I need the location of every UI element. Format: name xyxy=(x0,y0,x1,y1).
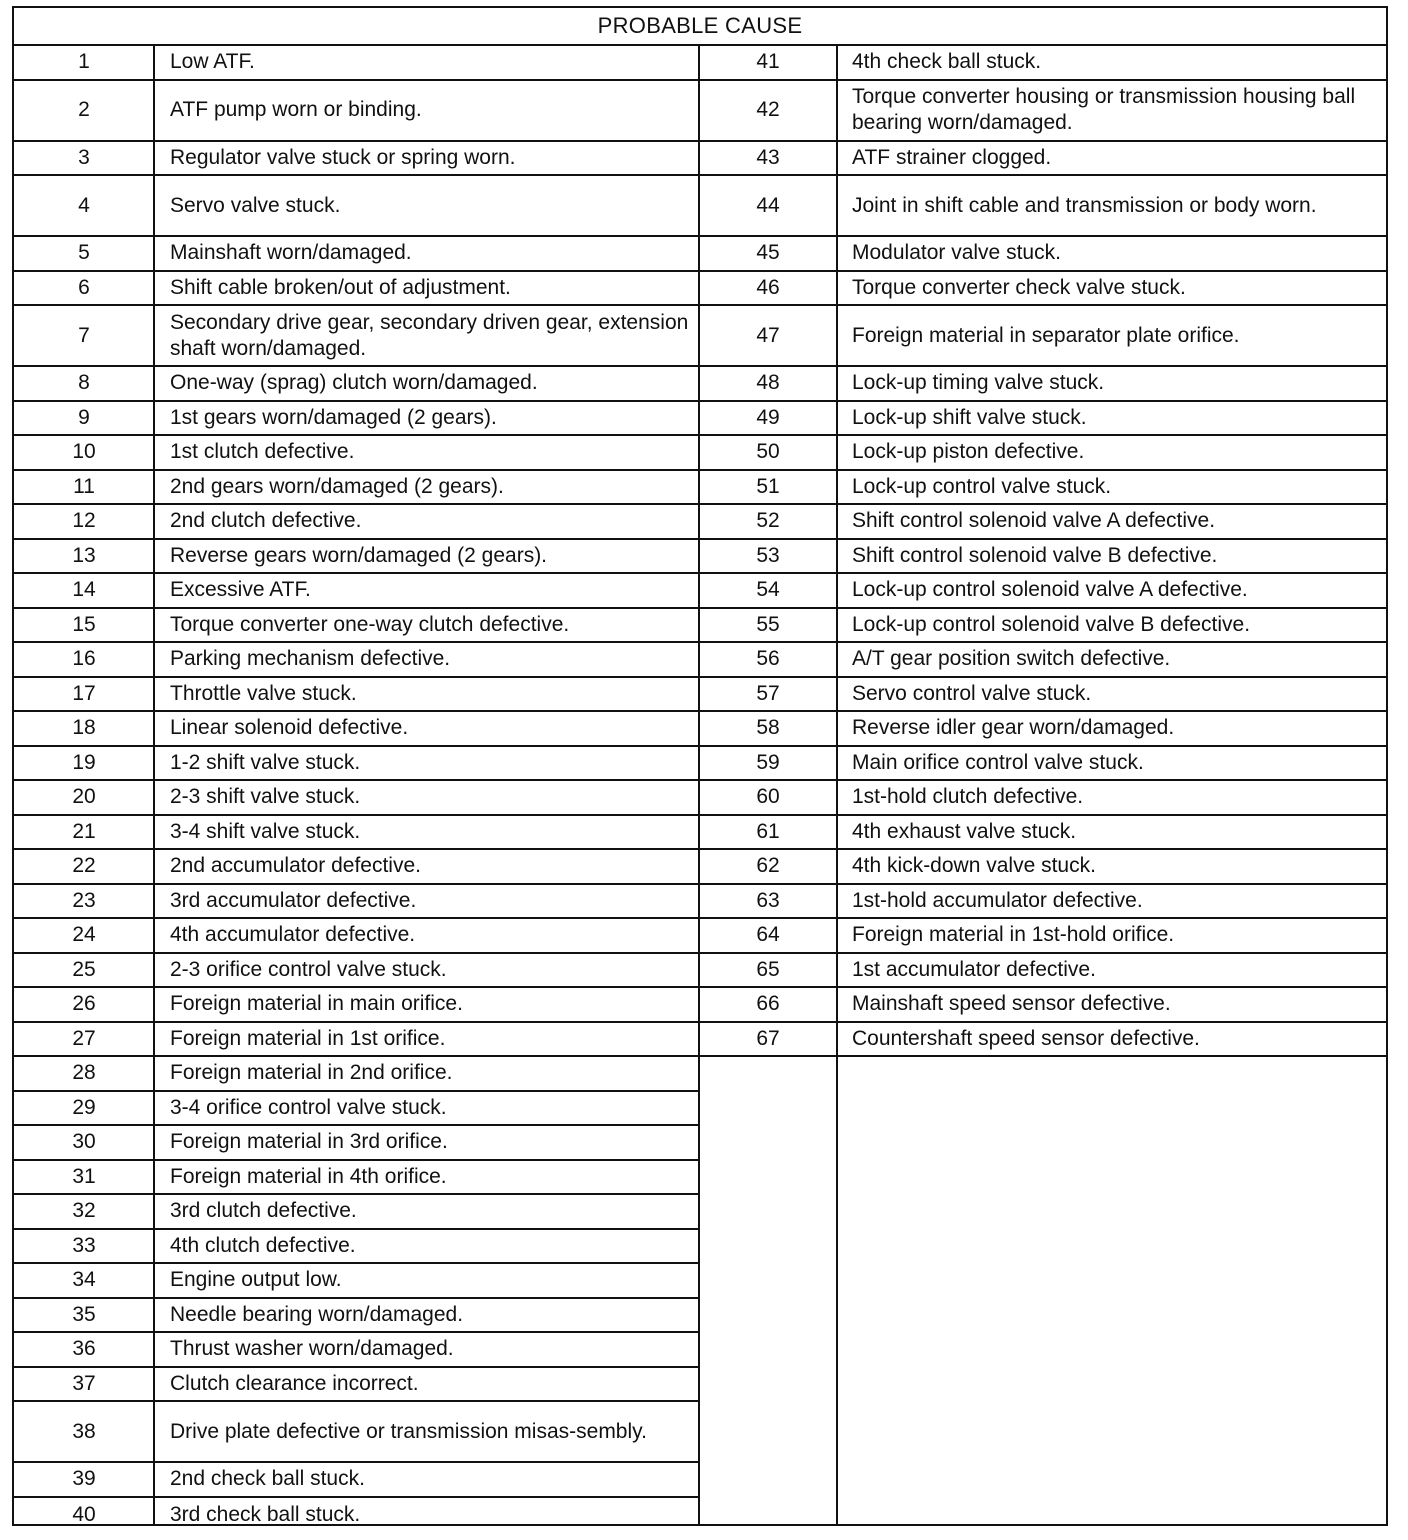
table-row xyxy=(14,505,698,540)
cause-number: 16 xyxy=(72,647,96,671)
cause-description: Needle bearing worn/damaged. xyxy=(170,1302,464,1326)
cause-description: Reverse gears worn/damaged (2 gears). xyxy=(170,543,548,567)
cause-description: Torque converter check valve stuck. xyxy=(852,275,1186,299)
cause-number: 45 xyxy=(756,241,780,265)
right-column xyxy=(700,46,1386,1524)
cause-number: 29 xyxy=(72,1095,96,1119)
table-row xyxy=(700,747,1386,782)
table-row xyxy=(700,367,1386,402)
cause-number: 65 xyxy=(756,957,780,981)
cause-description: Servo control valve stuck. xyxy=(852,681,1092,705)
cause-number: 58 xyxy=(756,716,780,740)
table-row xyxy=(14,176,698,237)
cause-number: 35 xyxy=(72,1302,96,1326)
cause-description: 2nd accumulator defective. xyxy=(170,854,421,878)
cause-description: 2nd clutch defective. xyxy=(170,509,362,533)
cause-number: 8 xyxy=(78,371,90,395)
cause-number: 27 xyxy=(72,1026,96,1050)
cause-description: 2-3 orifice control valve stuck. xyxy=(170,957,447,981)
cause-description: Regulator valve stuck or spring worn. xyxy=(170,145,516,169)
cause-number: 32 xyxy=(72,1199,96,1223)
table-row xyxy=(14,272,698,307)
cause-description: Foreign material in 1st orifice. xyxy=(170,1026,446,1050)
cause-number: 60 xyxy=(756,785,780,809)
table-title: PROBABLE CAUSE xyxy=(14,8,1386,46)
cause-number: 2 xyxy=(78,98,90,121)
table-row xyxy=(14,1230,698,1265)
table-row xyxy=(700,176,1386,237)
table-row xyxy=(14,609,698,644)
cause-description: Secondary drive gear, secondary driven gear, extension shaft worn/damaged. xyxy=(170,310,689,360)
cause-number: 43 xyxy=(756,145,780,169)
table-row xyxy=(14,402,698,437)
table-row xyxy=(14,1023,698,1058)
table-row xyxy=(14,988,698,1023)
cause-number: 61 xyxy=(756,819,780,843)
cause-description: Joint in shift cable and transmission or body worn. xyxy=(852,193,1317,217)
table-row xyxy=(14,1126,698,1161)
cause-description: Shift control solenoid valve B defective. xyxy=(852,543,1218,567)
table-row xyxy=(700,81,1386,142)
cause-number: 53 xyxy=(756,543,780,567)
cause-description: Mainshaft worn/damaged. xyxy=(170,241,412,265)
table-row xyxy=(700,1023,1386,1058)
cause-number: 67 xyxy=(756,1026,780,1050)
cause-number: 20 xyxy=(72,785,96,809)
cause-number: 56 xyxy=(756,647,780,671)
cause-description: Countershaft speed sensor defective. xyxy=(852,1026,1200,1050)
table-row xyxy=(14,1299,698,1334)
cause-description: 1-2 shift valve stuck. xyxy=(170,750,361,774)
cause-number: 15 xyxy=(72,612,96,636)
cause-number: 21 xyxy=(72,819,96,843)
table-row xyxy=(700,505,1386,540)
cause-number: 36 xyxy=(72,1337,96,1361)
cause-description: Servo valve stuck. xyxy=(170,193,341,217)
cause-number: 9 xyxy=(78,405,90,429)
cause-description: 3rd accumulator defective. xyxy=(170,888,417,912)
table-row xyxy=(14,1195,698,1230)
table-row xyxy=(14,816,698,851)
cause-number: 28 xyxy=(72,1061,96,1085)
cause-number: 46 xyxy=(756,275,780,299)
cause-description: Modulator valve stuck. xyxy=(852,241,1061,265)
cause-description: Main orifice control valve stuck. xyxy=(852,750,1144,774)
table-row xyxy=(700,885,1386,920)
cause-description: Torque converter housing or transmission housing ball bearing worn/damaged. xyxy=(852,85,1356,134)
table-row xyxy=(700,643,1386,678)
cause-number: 33 xyxy=(72,1233,96,1257)
table-row xyxy=(700,954,1386,989)
table-row xyxy=(14,1057,698,1092)
cause-number: 52 xyxy=(756,509,780,533)
cause-description: 4th kick-down valve stuck. xyxy=(852,854,1096,878)
cause-number: 14 xyxy=(72,578,96,602)
table-row xyxy=(14,678,698,713)
cause-description: Mainshaft speed sensor defective. xyxy=(852,992,1171,1016)
table-row xyxy=(700,402,1386,437)
cause-number: 51 xyxy=(756,474,780,498)
cause-number: 13 xyxy=(72,543,96,567)
cause-description: Engine output low. xyxy=(170,1268,342,1292)
table-row xyxy=(14,574,698,609)
table-row xyxy=(700,850,1386,885)
cause-number: 7 xyxy=(78,323,90,347)
column-divider xyxy=(836,46,838,1524)
cause-description: 1st-hold clutch defective. xyxy=(852,785,1084,809)
cause-description: Lock-up shift valve stuck. xyxy=(852,405,1087,429)
table-row xyxy=(14,471,698,506)
cause-number: 10 xyxy=(72,440,96,464)
left-column xyxy=(14,46,700,1524)
table-row xyxy=(700,988,1386,1023)
cause-description: Parking mechanism defective. xyxy=(170,647,451,671)
table-row xyxy=(14,850,698,885)
cause-number: 22 xyxy=(72,854,96,878)
table-row xyxy=(700,540,1386,575)
cause-description: 2nd gears worn/damaged (2 gears). xyxy=(170,474,504,498)
cause-description: Torque converter one-way clutch defective. xyxy=(170,612,570,636)
cause-description: ATF strainer clogged. xyxy=(852,145,1052,169)
cause-description: 4th exhaust valve stuck. xyxy=(852,819,1077,843)
table-row xyxy=(14,46,698,81)
cause-number: 50 xyxy=(756,440,780,464)
cause-number: 40 xyxy=(72,1502,96,1526)
cause-number: 23 xyxy=(72,888,96,912)
table-row xyxy=(14,1498,698,1533)
cause-number: 31 xyxy=(72,1164,96,1188)
table-row xyxy=(700,609,1386,644)
cause-description: A/T gear position switch defective. xyxy=(852,647,1171,671)
cause-description: Shift cable broken/out of adjustment. xyxy=(170,275,511,299)
cause-number: 26 xyxy=(72,992,96,1016)
table-row xyxy=(14,142,698,177)
table-row xyxy=(700,678,1386,713)
cause-number: 30 xyxy=(72,1130,96,1154)
cause-number: 39 xyxy=(72,1467,96,1491)
table-row xyxy=(14,1264,698,1299)
cause-number: 25 xyxy=(72,957,96,981)
table-row xyxy=(700,471,1386,506)
cause-number: 24 xyxy=(72,923,96,947)
table-row xyxy=(14,1402,698,1463)
cause-description: 4th check ball stuck. xyxy=(852,50,1042,74)
table-row xyxy=(14,306,698,367)
table-row xyxy=(700,712,1386,747)
table-row xyxy=(14,436,698,471)
table-row xyxy=(14,919,698,954)
cause-description: Lock-up control solenoid valve B defective. xyxy=(852,612,1251,636)
table-row xyxy=(14,954,698,989)
cause-number: 42 xyxy=(756,98,780,121)
table-row xyxy=(14,643,698,678)
cause-description: One-way (sprag) clutch worn/damaged. xyxy=(170,371,538,395)
probable-cause-table xyxy=(12,6,1388,1526)
cause-number: 48 xyxy=(756,371,780,395)
cause-number: 66 xyxy=(756,992,780,1016)
table-row xyxy=(700,574,1386,609)
cause-number: 54 xyxy=(756,578,780,602)
cause-number: 47 xyxy=(756,323,780,347)
table-row xyxy=(700,272,1386,307)
cause-description: Foreign material in main orifice. xyxy=(170,992,463,1016)
table-row xyxy=(700,919,1386,954)
cause-description: 2-3 shift valve stuck. xyxy=(170,785,361,809)
table-row xyxy=(14,237,698,272)
cause-description: Linear solenoid defective. xyxy=(170,716,409,740)
cause-description: 1st clutch defective. xyxy=(170,440,355,464)
cause-description: 4th accumulator defective. xyxy=(170,923,416,947)
cause-number: 57 xyxy=(756,681,780,705)
cause-description: Excessive ATF. xyxy=(170,578,311,602)
table-row xyxy=(14,1092,698,1127)
cause-description: Lock-up timing valve stuck. xyxy=(852,371,1105,395)
table-row xyxy=(700,816,1386,851)
table-row xyxy=(14,712,698,747)
cause-description: Lock-up piston defective. xyxy=(852,440,1085,464)
cause-number: 55 xyxy=(756,612,780,636)
table-row xyxy=(14,781,698,816)
table-row xyxy=(700,142,1386,177)
cause-number: 1 xyxy=(78,50,90,74)
cause-number: 4 xyxy=(78,193,90,217)
cause-description: Foreign material in 2nd orifice. xyxy=(170,1061,453,1085)
cause-number: 5 xyxy=(78,241,90,265)
cause-description: Lock-up control solenoid valve A defective. xyxy=(852,578,1248,602)
cause-description: Foreign material in 1st-hold orifice. xyxy=(852,923,1175,947)
cause-description: Low ATF. xyxy=(170,50,255,74)
cause-description: 3-4 shift valve stuck. xyxy=(170,819,361,843)
column-divider xyxy=(153,46,155,1524)
cause-number: 62 xyxy=(756,854,780,878)
table-row xyxy=(700,237,1386,272)
cause-number: 63 xyxy=(756,888,780,912)
cause-description: 1st accumulator defective. xyxy=(852,957,1096,981)
table-row xyxy=(14,885,698,920)
cause-description: Shift control solenoid valve A defective. xyxy=(852,509,1216,533)
table-row xyxy=(700,436,1386,471)
table-row xyxy=(14,540,698,575)
cause-description: 3rd check ball stuck. xyxy=(170,1502,361,1526)
cause-number: 41 xyxy=(756,50,780,74)
cause-description: 4th clutch defective. xyxy=(170,1233,356,1257)
table-row xyxy=(14,1368,698,1403)
table-row xyxy=(14,81,698,142)
cause-number: 17 xyxy=(72,681,96,705)
cause-number: 34 xyxy=(72,1268,96,1292)
cause-description: Foreign material in 4th orifice. xyxy=(170,1164,447,1188)
cause-number: 6 xyxy=(78,275,90,299)
cause-description: Lock-up control valve stuck. xyxy=(852,474,1112,498)
cause-number: 59 xyxy=(756,750,780,774)
cause-number: 18 xyxy=(72,716,96,740)
table-row xyxy=(14,1333,698,1368)
cause-number: 3 xyxy=(78,145,90,169)
cause-number: 37 xyxy=(72,1371,96,1395)
table-row xyxy=(700,306,1386,367)
table-row xyxy=(700,781,1386,816)
table-row xyxy=(14,747,698,782)
cause-description: 1st gears worn/damaged (2 gears). xyxy=(170,405,497,429)
cause-description: 1st-hold accumulator defective. xyxy=(852,888,1143,912)
cause-description: Foreign material in separator plate orifice. xyxy=(852,323,1240,347)
cause-description: Throttle valve stuck. xyxy=(170,681,357,705)
table-row xyxy=(700,46,1386,81)
cause-description: ATF pump worn or binding. xyxy=(170,98,422,121)
cause-description: Reverse idler gear worn/damaged. xyxy=(852,716,1175,740)
cause-number: 11 xyxy=(73,474,95,498)
table-row xyxy=(14,1161,698,1196)
table-row xyxy=(14,367,698,402)
cause-number: 38 xyxy=(72,1419,96,1443)
cause-description: Drive plate defective or transmission misas-sembly. xyxy=(170,1419,647,1443)
cause-number: 12 xyxy=(72,509,96,533)
cause-number: 64 xyxy=(756,923,780,947)
cause-number: 44 xyxy=(756,193,780,217)
cause-description: 3-4 orifice control valve stuck. xyxy=(170,1095,447,1119)
cause-number: 19 xyxy=(72,750,96,774)
cause-description: Thrust washer worn/damaged. xyxy=(170,1337,454,1361)
cause-description: 2nd check ball stuck. xyxy=(170,1467,365,1491)
cause-description: Clutch clearance incorrect. xyxy=(170,1371,419,1395)
cause-number: 49 xyxy=(756,405,780,429)
table-row xyxy=(14,1463,698,1498)
cause-description: 3rd clutch defective. xyxy=(170,1199,357,1223)
cause-description: Foreign material in 3rd orifice. xyxy=(170,1130,448,1154)
